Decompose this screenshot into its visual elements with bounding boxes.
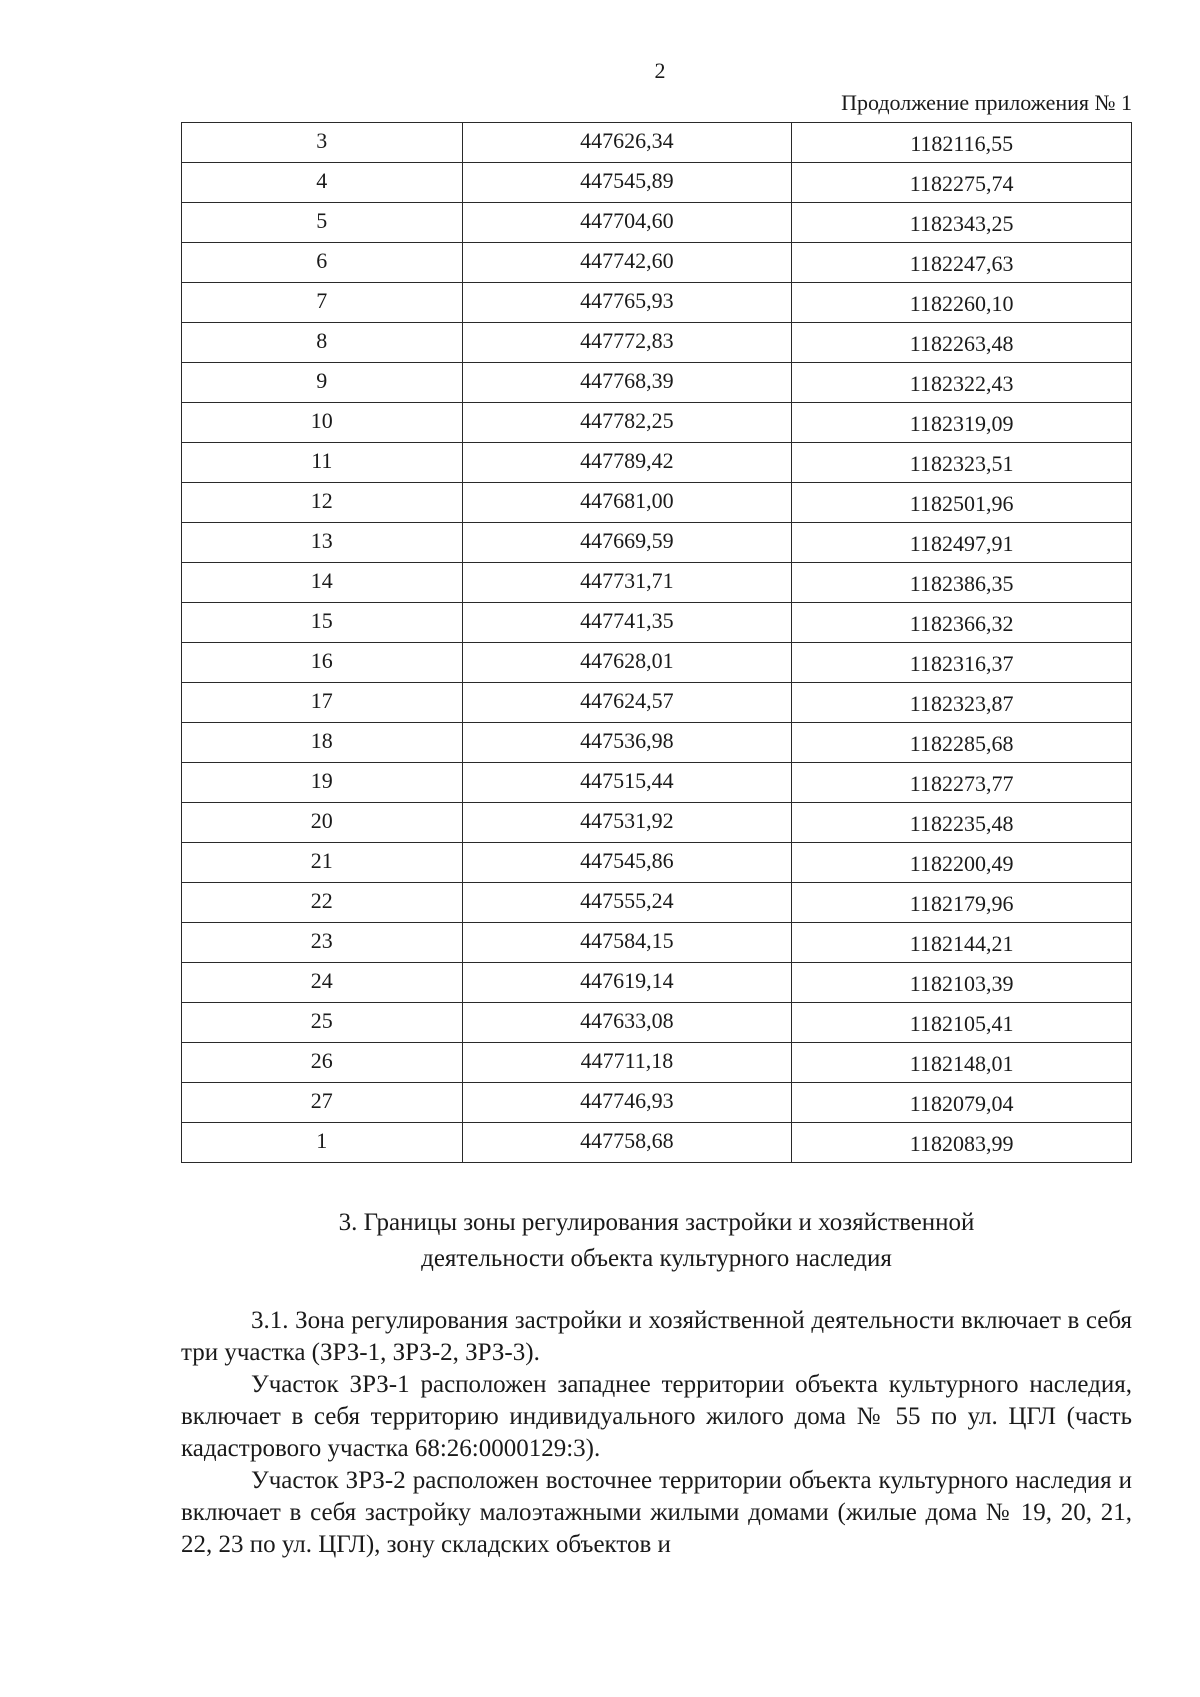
point-number-cell: 21 xyxy=(182,843,463,883)
y-coordinate-cell: 1182247,63 xyxy=(792,243,1132,283)
paragraph: Участок ЗРЗ-2 расположен восточнее территории объекта культурного наследия и включает в себя застройку малоэтажными жилыми домами (жилые дома № 19, 20, 21, 22, 23 по ул. ЦГЛ), зону складских объектов и xyxy=(181,1467,1132,1558)
point-number-cell: 9 xyxy=(182,363,463,403)
section-title-line-2: деятельности объекта культурного наследия xyxy=(421,1245,892,1272)
x-coordinate-cell: 447624,57 xyxy=(462,683,792,723)
table-row xyxy=(182,603,1132,643)
body-text xyxy=(181,1305,1132,1561)
point-number-cell: 26 xyxy=(182,1043,463,1083)
table-row xyxy=(182,1123,1132,1163)
y-coordinate-cell: 1182235,48 xyxy=(792,803,1132,843)
paragraph: Участок ЗРЗ-1 расположен западнее территории объекта культурного наследия, включает в себя территорию индивидуального жилого дома № 55 по ул. ЦГЛ (часть кадастрового участка 68:26:0000129:3). xyxy=(181,1371,1132,1462)
table-row xyxy=(182,523,1132,563)
point-number-cell: 25 xyxy=(182,1003,463,1043)
point-number-cell: 18 xyxy=(182,723,463,763)
y-coordinate-cell: 1182148,01 xyxy=(792,1043,1132,1083)
section-title-line-1: 3. Границы зоны регулирования застройки и хозяйственной xyxy=(338,1209,975,1236)
table-row xyxy=(182,363,1132,403)
table-row xyxy=(182,1043,1132,1083)
point-number-cell: 16 xyxy=(182,643,463,683)
table-row xyxy=(182,723,1132,763)
x-coordinate-cell: 447742,60 xyxy=(462,243,792,283)
table-row xyxy=(182,123,1132,163)
y-coordinate-cell: 1182319,09 xyxy=(792,403,1132,443)
table-row xyxy=(182,243,1132,283)
y-coordinate-cell: 1182316,37 xyxy=(792,643,1132,683)
y-coordinate-cell: 1182116,55 xyxy=(792,123,1132,163)
x-coordinate-cell: 447633,08 xyxy=(462,1003,792,1043)
x-coordinate-cell: 447619,14 xyxy=(462,963,792,1003)
x-coordinate-cell: 447545,86 xyxy=(462,843,792,883)
table-row xyxy=(182,683,1132,723)
x-coordinate-cell: 447669,59 xyxy=(462,523,792,563)
x-coordinate-cell: 447711,18 xyxy=(462,1043,792,1083)
point-number-cell: 20 xyxy=(182,803,463,843)
point-number-cell: 3 xyxy=(182,123,463,163)
x-coordinate-cell: 447545,89 xyxy=(462,163,792,203)
table-row xyxy=(182,923,1132,963)
table-row xyxy=(182,403,1132,443)
y-coordinate-cell: 1182103,39 xyxy=(792,963,1132,1003)
table-row xyxy=(182,963,1132,1003)
table-row xyxy=(182,643,1132,683)
table-row xyxy=(182,163,1132,203)
point-number-cell: 15 xyxy=(182,603,463,643)
section-title xyxy=(181,1205,1132,1277)
y-coordinate-cell: 1182322,43 xyxy=(792,363,1132,403)
point-number-cell: 27 xyxy=(182,1083,463,1123)
table-row xyxy=(182,803,1132,843)
point-number-cell: 17 xyxy=(182,683,463,723)
y-coordinate-cell: 1182273,77 xyxy=(792,763,1132,803)
y-coordinate-cell: 1182497,91 xyxy=(792,523,1132,563)
table-row xyxy=(182,203,1132,243)
paragraph: 3.1. Зона регулирования застройки и хозяйственной деятельности включает в себя три участка (ЗРЗ-1, ЗРЗ-2, ЗРЗ-3). xyxy=(181,1307,1132,1366)
point-number-cell: 4 xyxy=(182,163,463,203)
point-number-cell: 5 xyxy=(182,203,463,243)
y-coordinate-cell: 1182285,68 xyxy=(792,723,1132,763)
table-row xyxy=(182,843,1132,883)
x-coordinate-cell: 447746,93 xyxy=(462,1083,792,1123)
y-coordinate-cell: 1182343,25 xyxy=(792,203,1132,243)
point-number-cell: 10 xyxy=(182,403,463,443)
y-coordinate-cell: 1182083,99 xyxy=(792,1123,1132,1163)
point-number-cell: 23 xyxy=(182,923,463,963)
appendix-continuation-label: Продолжение приложения № 1 xyxy=(841,90,1132,115)
x-coordinate-cell: 447758,68 xyxy=(462,1123,792,1163)
table-row xyxy=(182,323,1132,363)
x-coordinate-cell: 447584,15 xyxy=(462,923,792,963)
x-coordinate-cell: 447765,93 xyxy=(462,283,792,323)
table-row xyxy=(182,1083,1132,1123)
x-coordinate-cell: 447515,44 xyxy=(462,763,792,803)
table-row xyxy=(182,483,1132,523)
y-coordinate-cell: 1182323,51 xyxy=(792,443,1132,483)
x-coordinate-cell: 447531,92 xyxy=(462,803,792,843)
y-coordinate-cell: 1182079,04 xyxy=(792,1083,1132,1123)
point-number-cell: 22 xyxy=(182,883,463,923)
x-coordinate-cell: 447628,01 xyxy=(462,643,792,683)
coordinates-table xyxy=(181,122,1132,1163)
x-coordinate-cell: 447782,25 xyxy=(462,403,792,443)
point-number-cell: 6 xyxy=(182,243,463,283)
x-coordinate-cell: 447555,24 xyxy=(462,883,792,923)
table-row xyxy=(182,563,1132,603)
table-row xyxy=(182,443,1132,483)
x-coordinate-cell: 447741,35 xyxy=(462,603,792,643)
y-coordinate-cell: 1182260,10 xyxy=(792,283,1132,323)
y-coordinate-cell: 1182501,96 xyxy=(792,483,1132,523)
point-number-cell: 11 xyxy=(182,443,463,483)
y-coordinate-cell: 1182366,32 xyxy=(792,603,1132,643)
y-coordinate-cell: 1182323,87 xyxy=(792,683,1132,723)
point-number-cell: 14 xyxy=(182,563,463,603)
y-coordinate-cell: 1182179,96 xyxy=(792,883,1132,923)
point-number-cell: 8 xyxy=(182,323,463,363)
y-coordinate-cell: 1182386,35 xyxy=(792,563,1132,603)
x-coordinate-cell: 447768,39 xyxy=(462,363,792,403)
x-coordinate-cell: 447789,42 xyxy=(462,443,792,483)
y-coordinate-cell: 1182105,41 xyxy=(792,1003,1132,1043)
table-row xyxy=(182,883,1132,923)
point-number-cell: 19 xyxy=(182,763,463,803)
table-row xyxy=(182,283,1132,323)
x-coordinate-cell: 447626,34 xyxy=(462,123,792,163)
y-coordinate-cell: 1182200,49 xyxy=(792,843,1132,883)
point-number-cell: 24 xyxy=(182,963,463,1003)
table-row xyxy=(182,1003,1132,1043)
y-coordinate-cell: 1182275,74 xyxy=(792,163,1132,203)
point-number-cell: 12 xyxy=(182,483,463,523)
x-coordinate-cell: 447772,83 xyxy=(462,323,792,363)
x-coordinate-cell: 447681,00 xyxy=(462,483,792,523)
y-coordinate-cell: 1182144,21 xyxy=(792,923,1132,963)
point-number-cell: 7 xyxy=(182,283,463,323)
page-number: 2 xyxy=(654,58,666,83)
x-coordinate-cell: 447704,60 xyxy=(462,203,792,243)
point-number-cell: 1 xyxy=(182,1123,463,1163)
point-number-cell: 13 xyxy=(182,523,463,563)
table-row xyxy=(182,763,1132,803)
y-coordinate-cell: 1182263,48 xyxy=(792,323,1132,363)
x-coordinate-cell: 447536,98 xyxy=(462,723,792,763)
x-coordinate-cell: 447731,71 xyxy=(462,563,792,603)
